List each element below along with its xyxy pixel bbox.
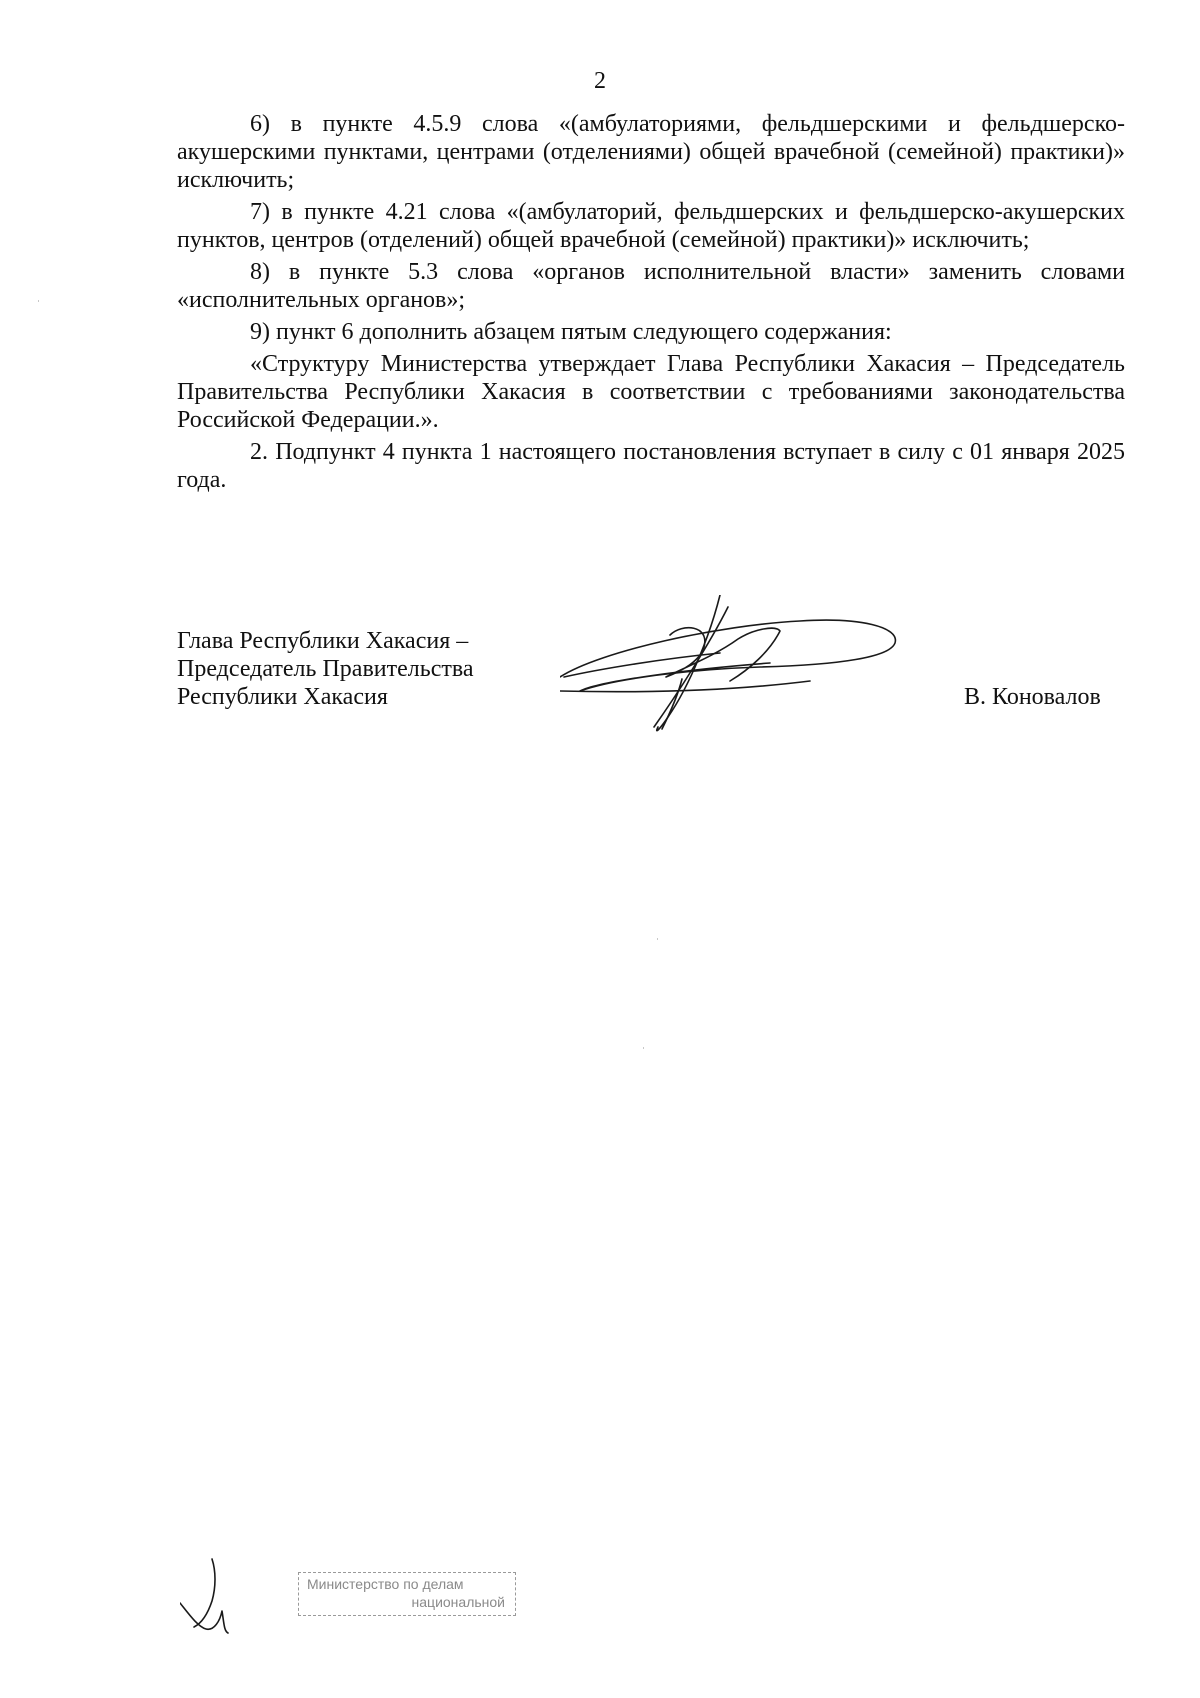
signer-name: В. Коновалов — [964, 684, 1101, 710]
paragraph-item-7: 7) в пункте 4.21 слова «(амбулаторий, фельдшерских и фельдшерско-акушерских пунктов, центров (отделений) общей врачебной (семейной) практики)» исключить; — [177, 199, 1125, 253]
scan-speck — [657, 938, 658, 940]
paragraph-point-2: 2. Подпункт 4 пункта 1 настоящего постановления вступает в силу с 01 января 2025 года. — [177, 439, 1125, 493]
signer-title-line-2: Председатель Правительства — [177, 656, 474, 682]
document-body — [177, 110, 1125, 498]
handwritten-initials — [180, 1557, 250, 1637]
scan-speck — [643, 1047, 644, 1049]
registration-stamp — [298, 1572, 516, 1616]
scan-speck — [38, 300, 39, 302]
paragraph-item-8: 8) в пункте 5.3 слова «органов исполнительной власти» заменить словами «исполнительных органов»; — [177, 259, 1125, 313]
paragraph-item-6: 6) в пункте 4.5.9 слова «(амбулаториями, фельдшерскими и фельдшерско-акушерскими пунктами, центрами (отделениями) общей врачебной (семейной) практики)» исключить; — [177, 111, 1125, 193]
signer-title-line-3: Республики Хакасия — [177, 684, 388, 710]
stamp-line-1: Министерство по делам — [307, 1576, 464, 1592]
paragraph-quote: «Структуру Министерства утверждает Глава Республики Хакасия – Председатель Правительства Республики Хакасия в соответствии с требованиями законодательства Российской Федерации.». — [177, 351, 1125, 433]
paragraph-item-9: 9) пункт 6 дополнить абзацем пятым следующего содержания: — [250, 319, 892, 345]
signer-title — [177, 627, 474, 711]
stamp-line-2: национальной — [411, 1594, 505, 1610]
signer-title-line-1: Глава Республики Хакасия – — [177, 628, 469, 654]
page-number: 2 — [594, 68, 606, 94]
handwritten-signature — [560, 595, 920, 755]
